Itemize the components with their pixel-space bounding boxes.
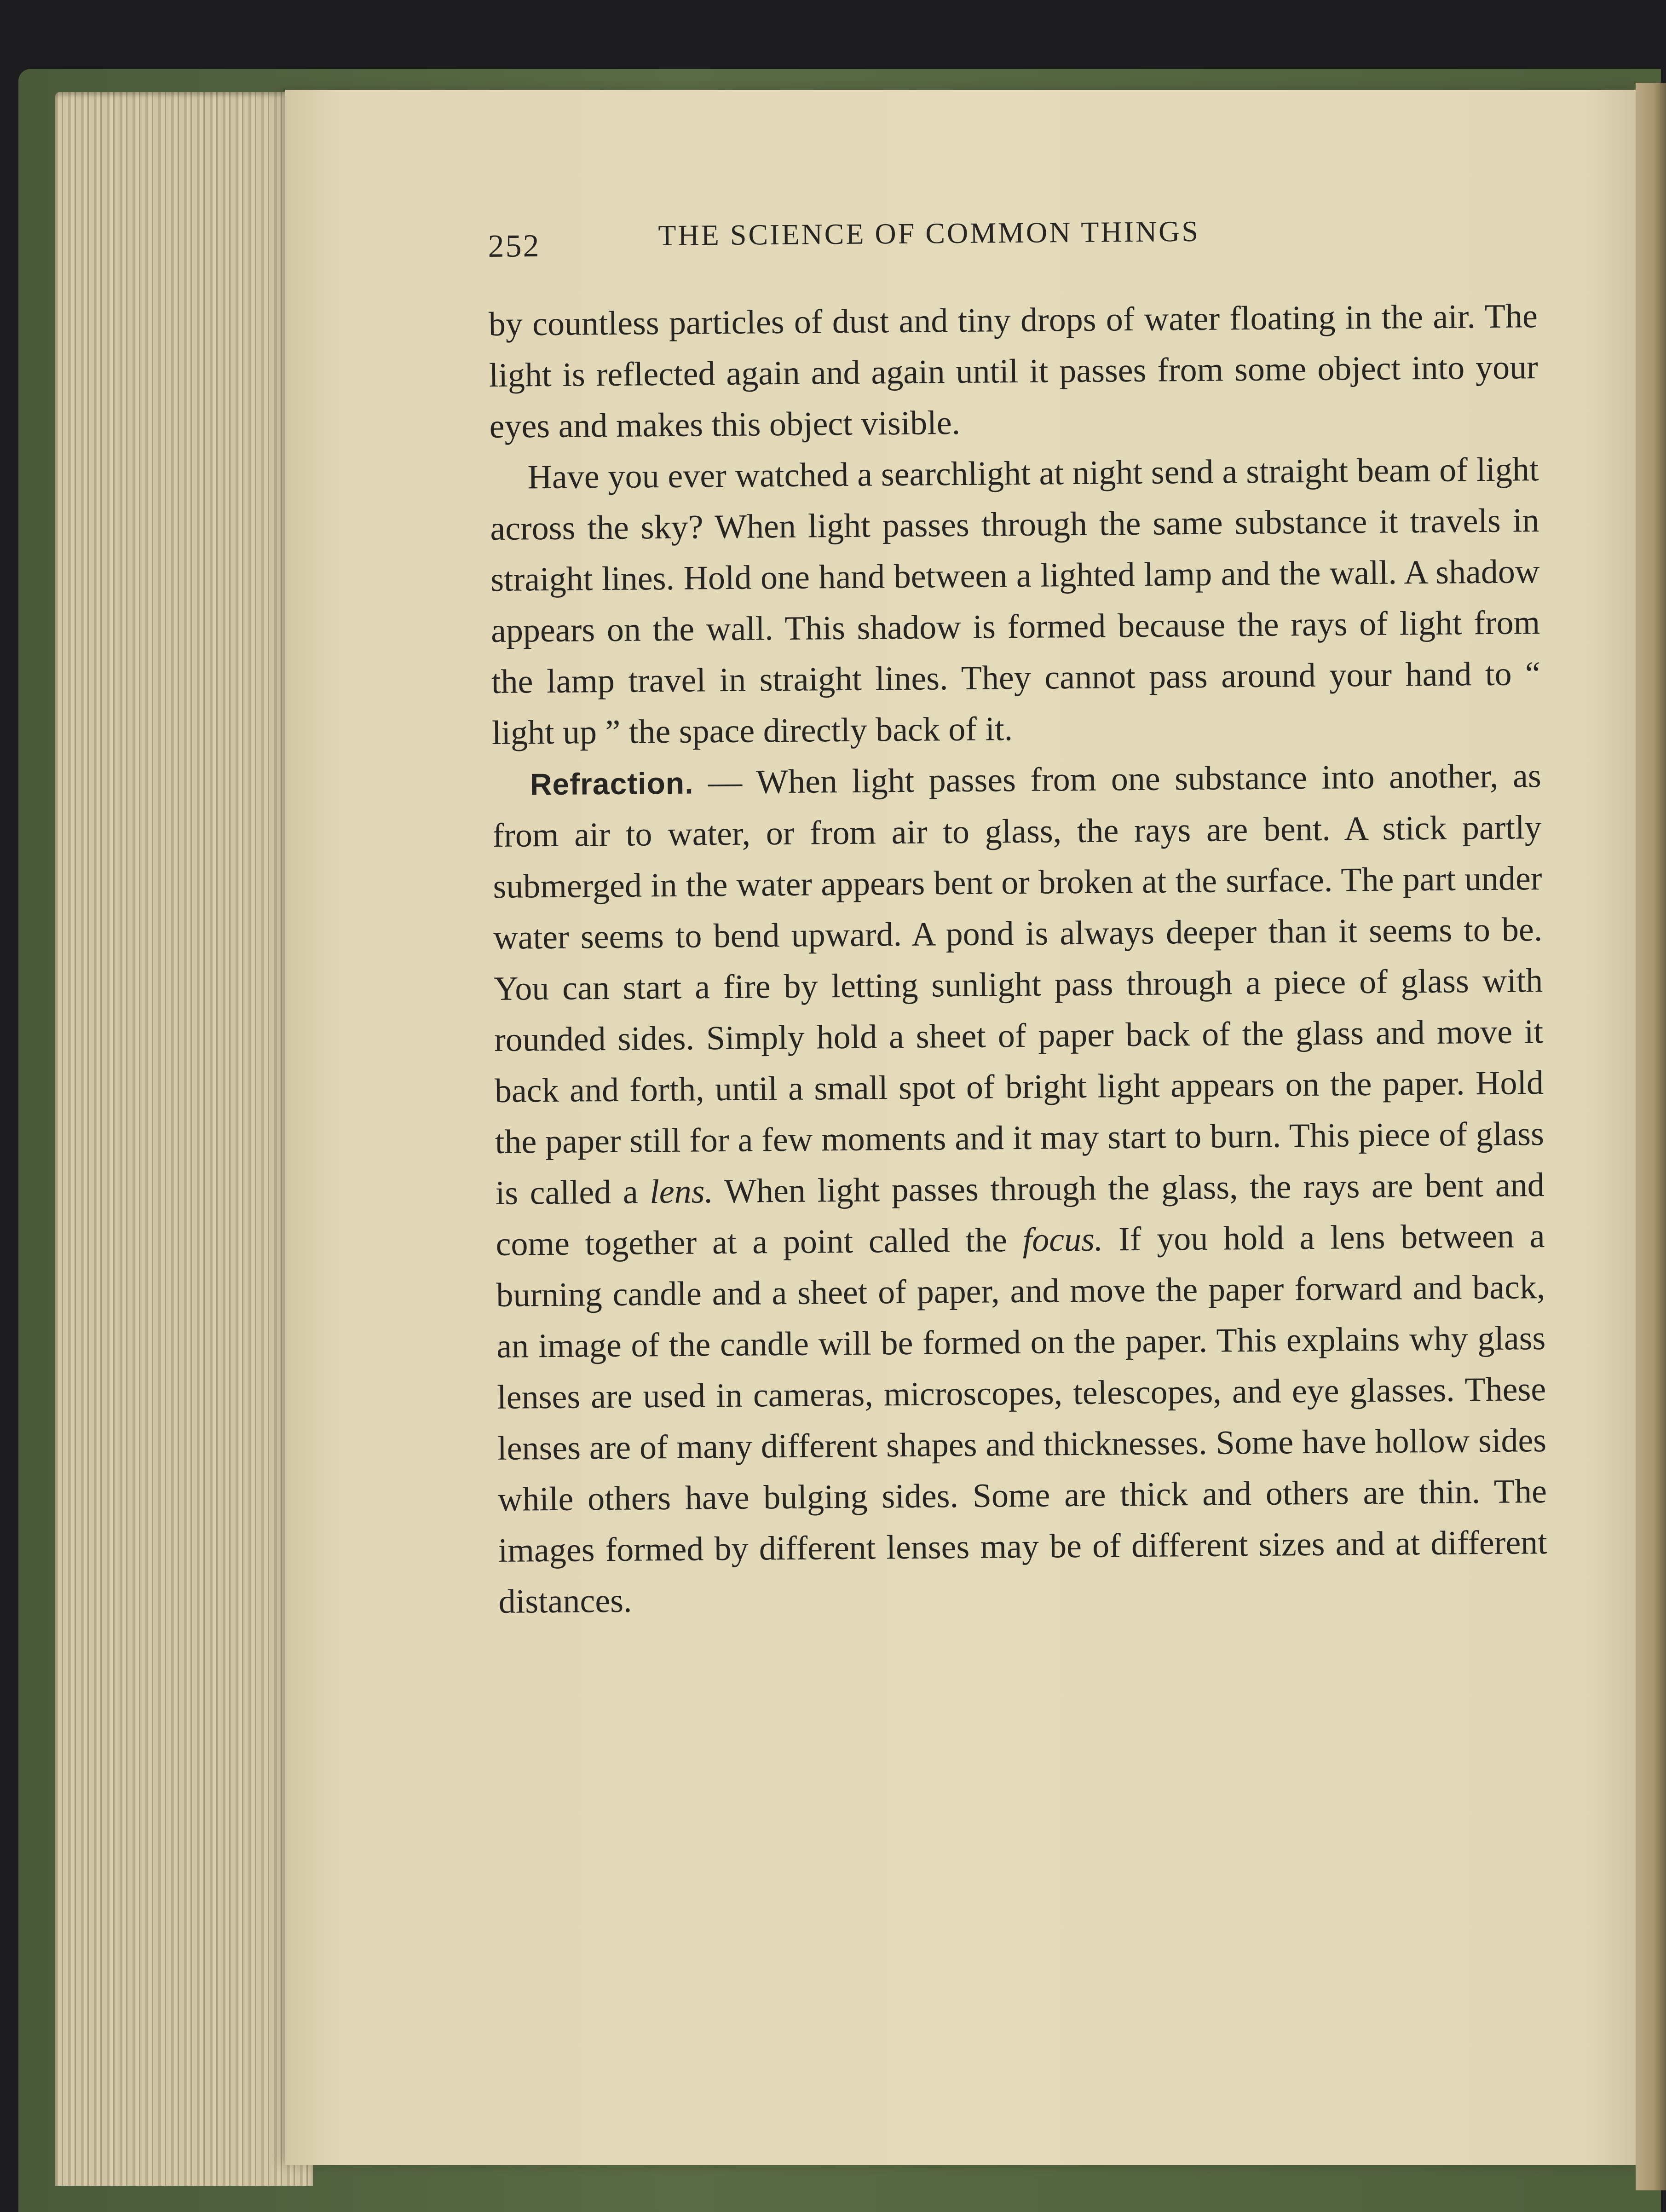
page-edges-stack: [55, 92, 313, 2186]
paragraph-3-text-a: — When light passes from one substance into another, as from air to water, or from air to glass, the rays are bent. A stick partly submerged in the water appears bent or broken at the surface. The part under water seems to bend upward. A pond is always deeper than it seems to be. You can start a fire by letting sunlight pass through a piece of glass with rounded sides. Simply hold a sheet of paper back of the glass and move it back and forth, until a small spot of bright light appears on the paper. Hold the paper still for a few moments and it may start to burn. This piece of glass is called a: [492, 757, 1545, 1212]
page-number: 252: [488, 228, 541, 264]
text-column: [488, 203, 1551, 2052]
running-title: THE SCIENCE OF COMMON THINGS: [658, 214, 1200, 252]
term-lens: lens.: [649, 1172, 714, 1211]
paragraph-1: by countless particles of dust and tiny drops of water floating in the air. The light is reflected again and again until it passes from some object into your eyes and makes this object visible.: [488, 297, 1539, 445]
paragraph-2: Have you ever watched a searchlight at night send a straight beam of light across the sky? When light passes through the same substance it travels in straight lines. Hold one hand between a lighted lamp and the wall. A shadow appears on the wall. This shadow is formed because the rays of light from the lamp travel in straight lines. They cannot pass around your hand to “ light up ” the space directly back of it.: [490, 450, 1541, 752]
paragraph-3-text-b: When light passes through the glass, the rays are bent and come together at a point called the: [496, 1166, 1545, 1263]
paragraph-3: [492, 751, 1548, 1628]
term-focus: focus.: [1022, 1220, 1103, 1259]
facing-page-edge: [1636, 83, 1666, 2190]
paragraph-3-text-c: If you hold a lens between a burning candle and a sheet of paper, and move the paper forward and back, an image of the candle will be formed on the paper. This explains why glass lenses are used in cameras, microscopes, telescopes, and eye glasses. These lenses are of many different shapes and thicknesses. Some have hollow sides while others have bulging sides. Some are thick and others are thin. The images formed by different lenses may be of different sizes and at different distances.: [496, 1217, 1548, 1621]
running-head: [488, 203, 1537, 267]
section-heading-refraction: Refraction.: [530, 766, 694, 802]
body-text: [488, 291, 1548, 1628]
